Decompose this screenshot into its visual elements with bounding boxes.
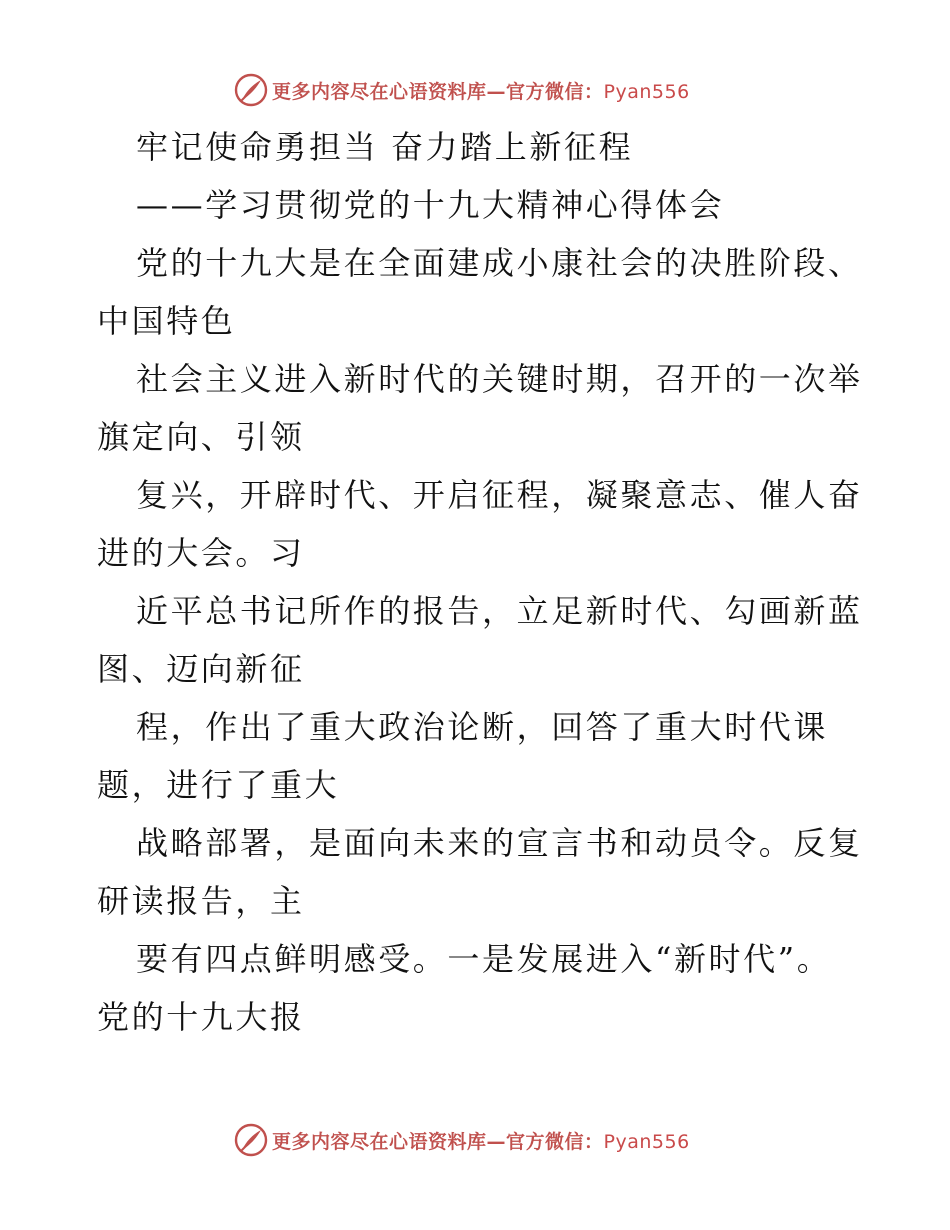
text-line: ——学习贯彻党的十九大精神心得体会 <box>136 186 725 224</box>
text-line: 党的十九大报 <box>97 998 305 1036</box>
text-line: 旗定向、引领 <box>97 418 305 456</box>
text-line: 进的大会。习 <box>97 534 305 572</box>
text-line: 牢记使命勇担当 奋力踏上新征程 <box>136 128 634 166</box>
text-line: 党的十九大是在全面建成小康社会的决胜阶段、 <box>136 244 863 282</box>
quill-logo-icon <box>234 1123 268 1157</box>
text-line: 题，进行了重大 <box>97 766 340 804</box>
footer-watermark <box>234 1122 690 1158</box>
text-line: 社会主义进入新时代的关键时期，召开的一次举 <box>136 360 863 398</box>
quill-logo-icon <box>234 73 268 107</box>
footer-watermark-text: 更多内容尽在心语资料库—官方微信：Pyan556 <box>272 1130 690 1153</box>
header-watermark-text: 更多内容尽在心语资料库—官方微信：Pyan556 <box>272 80 690 103</box>
text-line: 程，作出了重大政治论断，回答了重大时代课 <box>136 708 829 746</box>
text-line: 中国特色 <box>97 302 236 340</box>
text-line: 研读报告，主 <box>97 882 305 920</box>
text-line: 战略部署，是面向未来的宣言书和动员令。反复 <box>136 824 863 862</box>
header-watermark <box>234 72 690 108</box>
document-body <box>97 118 877 1046</box>
text-line: 图、迈向新征 <box>97 650 305 688</box>
text-line: 要有四点鲜明感受。一是发展进入“新时代”。 <box>136 940 832 978</box>
text-line: 近平总书记所作的报告，立足新时代、勾画新蓝 <box>136 592 863 630</box>
text-line: 复兴，开辟时代、开启征程，凝聚意志、催人奋 <box>136 476 863 514</box>
